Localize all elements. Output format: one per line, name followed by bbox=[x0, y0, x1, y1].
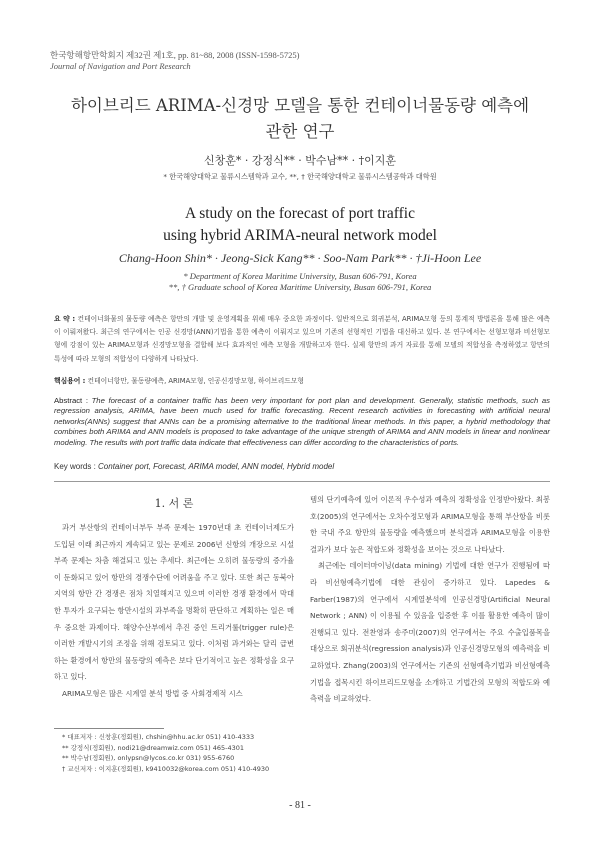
korean-abstract bbox=[54, 313, 550, 366]
english-abstract-text: The forecast of a container traffic has been very important for port plan and development. Generally, statistic methods, such as regression analysis, ARIMA, have been much used for traffic forecasting. Recent research activities in forecasting with artificial neural networks(ANNs) suggest that ANNs can be a promising alternative to the traditional linear methods. In this paper, a hybrid methodology that combines both ARIMA and ANN models is proposed to take advantage of the unique strength of ARIMA and ANN models in linear and nonlinear modeling. The results with port traffic data indicate that effectiveness can differ according to the characteristics of ports. bbox=[54, 396, 550, 447]
korean-abstract-text: 컨테이너화물의 물동량 예측은 항만의 개발 및 운영계획을 위해 매우 중요한 과정이다. 일반적으로 회귀분석, ARIMA모형 등의 통계적 방법론을 통해 많은 예측이 이뤄져왔다. 최근의 연구에서는 인공 신경망(ANN)기법을 통한 예측이 이뤄지고 있으며 기존의 선형적인 기법을 대신하고 있다. 본 연구에서는 선형모형과 비선형모형에 강점이 있는 ARIMA모형과 신경망모형을 결합해 보다 효과적인 예측 모형을 개발하고자 한다. 실제 항만의 과거 자료를 통해 모델의 적합성을 측정하였고 항만의 특성에 따라 모형의 적합성이 다양하게 나타났다. bbox=[54, 315, 550, 363]
korean-keywords-label: 핵심용어 : bbox=[54, 377, 86, 385]
right-paragraph-1: 템의 단기예측에 있어 이론적 우수성과 예측의 정확성을 인정받아왔다. 최봉호(2005)의 연구에서는 오차수정모형과 ARIMA모형을 통해 부산항을 비롯한 국내 주요 항만의 물동량을 예측했으며 분석결과 ARIMA모형을 이용한 결과가 보다 높은 적합도와 정확성을 보이는 것으로 나타났다. bbox=[310, 495, 550, 554]
footnote-3: ** 박수남(정회원), onlypsn@lycos.co.kr 031) 955-6760 bbox=[62, 754, 235, 763]
english-authors: Chang-Hoon Shin* · Jeong-Sick Kang** · Soo-Nam Park** · †Ji-Hoon Lee bbox=[118, 251, 482, 265]
english-keywords bbox=[54, 462, 550, 471]
korean-keywords-text: 컨테이너항만, 물동량예측, ARIMA모형, 인공신경망모형, 하이브리드모형 bbox=[87, 377, 304, 385]
english-keywords-label: Key words : bbox=[54, 462, 96, 471]
english-affiliation-line-2: **, † Graduate school of Korea Maritime University, Busan 606-791, Korea bbox=[168, 282, 432, 292]
left-column bbox=[54, 520, 294, 703]
footnote-1: * 대표저자 : 신창훈(정회원), chshin@hhu.ac.kr 051) 410-4333 bbox=[62, 733, 255, 741]
right-paragraph-2: 최근에는 데이터마이닝(data mining) 기법에 대한 연구가 진행됨에 따라 비선형예측기법에 대한 관심이 증가하고 있다. Lapedes & Farber(1987)의 연구에서 시계열분석에 인공신경망(Artificial Neural Network ; ANN) 이 이용될 수 있음을 입증한 후 이를 활용한 예측이 많이 진행되고 있다. 전찬영과 송주미(2007)의 연구에서는 주요 수출입품목을 대상으로 회귀분석(regression analysis)과 인공신경망모형의 예측력을 비교하였다. Zhang(2003)의 연구에서는 기존의 선형예측기법과 비선형예측기법을 접목시킨 하이브리드모형을 소개하고 기법간의 모형의 적합도와 예측력을 비교하였다. bbox=[310, 561, 550, 704]
left-paragraph-2: ARIMA모형은 많은 시계열 분석 방법 중 사회경제적 시스 bbox=[62, 688, 243, 698]
journal-header bbox=[50, 50, 299, 72]
journal-citation: 한국항해항만학회지 제32권 제1호, pp. 81~88, 2008 (ISSN-1598-5725) bbox=[50, 50, 300, 60]
left-paragraph-1: 과거 부산항의 컨테이너부두 부족 문제는 1970년대 초 컨테이너제도가 도입된 이래 최근까지 계속되고 있는 문제로 2006년 신항의 개장으로 시설부족 문제는 차츰 해결되고 있는 추세다. 최근에는 오히려 물동량의 증가율이 둔화되고 있어 항만의 경쟁수단에 어려움을 주고 있다. 또한 최근 동북아지역의 항만 간 경쟁은 점차 치열해지고 있으며 이러한 경쟁 환경에서 막대한 투자가 요구되는 항만시설의 과부족을 명확히 판단하고 계획하는 일은 매우 중요한 과제이다. 해양수산부에서 추진 중인 트리거룰(trigger rule)은 이러한 개발시기의 조정을 위해 검토되고 있다. 이처럼 과거와는 달리 급변하는 환경에서 항만의 물동량의 예측은 보다 단기적이고 높은 정확성을 요구하고 있다. bbox=[54, 523, 294, 682]
english-abstract bbox=[54, 396, 550, 448]
journal-name: Journal of Navigation and Port Research bbox=[50, 61, 191, 71]
korean-title-line-1: 하이브리드 ARIMA-신경망 모델을 통한 컨테이너물동량 예측에 bbox=[70, 96, 530, 115]
footnote-2: ** 강정식(정회원), nodi21@dreamwiz.com 051) 465-4301 bbox=[62, 743, 245, 752]
english-affiliation-line-1: * Department of Korea Maritime University, Busan 606-791, Korea bbox=[183, 271, 417, 281]
english-title-line-2: using hybrid ARIMA-neural network model bbox=[163, 227, 437, 244]
korean-keywords bbox=[54, 375, 550, 385]
english-affiliation bbox=[40, 271, 560, 293]
english-keywords-text: Container port, Forecast, ARIMA model, ANN model, Hybrid model bbox=[98, 462, 335, 471]
english-title-line-1: A study on the forecast of port traffic bbox=[185, 205, 415, 222]
korean-affiliation: * 한국해양대학교 물류시스템학과 교수, **, † 한국해양대학교 물류시스템공학과 대학원 bbox=[163, 172, 437, 181]
korean-title bbox=[40, 93, 560, 145]
english-title bbox=[40, 203, 560, 247]
english-abstract-label: Abstract : bbox=[54, 396, 88, 405]
page-number: - 81 - bbox=[289, 800, 311, 811]
korean-title-line-2: 관한 연구 bbox=[265, 122, 335, 141]
korean-abstract-label: 요 약 : bbox=[54, 315, 76, 323]
footnote-rule bbox=[54, 728, 164, 729]
footnote-4: † 교신저자 : 이지훈(정회원), k9410032@korea.com 051) 410-4930 bbox=[62, 764, 270, 773]
section-divider bbox=[54, 481, 550, 482]
korean-authors: 신창훈* · 강정식** · 박수남** · †이지훈 bbox=[204, 154, 396, 167]
section-title: 1. 서 론 bbox=[154, 497, 194, 510]
right-column bbox=[310, 492, 550, 708]
footnotes bbox=[62, 732, 269, 774]
